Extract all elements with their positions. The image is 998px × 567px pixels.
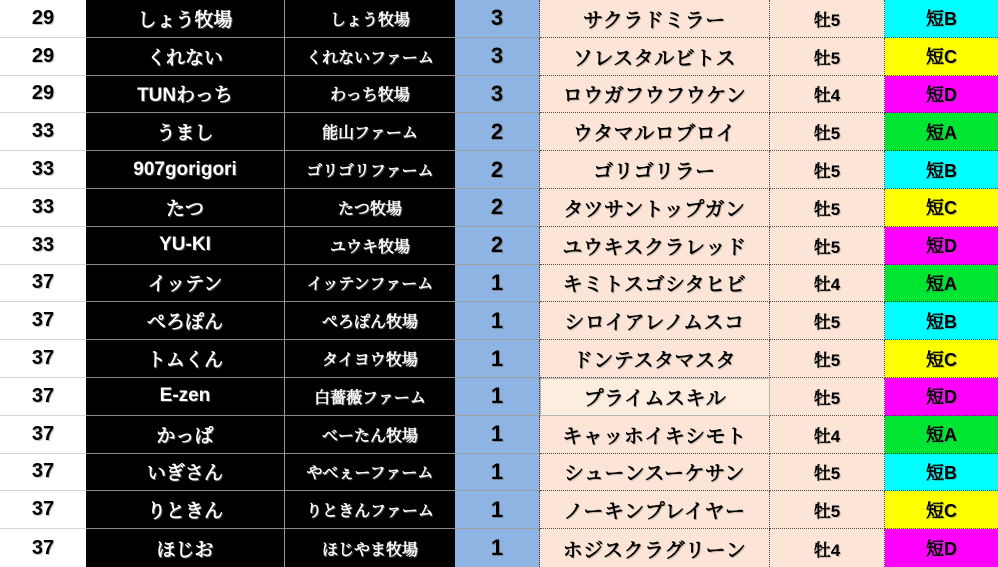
count-cell[interactable]: 2: [455, 189, 540, 227]
grade-cell[interactable]: 短B: [885, 454, 998, 492]
rank-cell[interactable]: 37: [0, 454, 86, 492]
count-cell[interactable]: 1: [455, 302, 540, 340]
grade-cell[interactable]: 短D: [885, 378, 998, 416]
farm-cell[interactable]: わっち牧場: [285, 76, 455, 114]
table-row: [0, 265, 998, 303]
horse-cell[interactable]: サクラドミラー: [540, 0, 770, 38]
owner-cell[interactable]: E-zen: [86, 378, 285, 416]
sex-age-cell[interactable]: 牡5: [770, 302, 885, 340]
grade-cell[interactable]: 短D: [885, 529, 998, 567]
rank-cell[interactable]: 37: [0, 491, 86, 529]
farm-cell[interactable]: イッテンファーム: [285, 265, 455, 303]
owner-cell[interactable]: ぺろぽん: [86, 302, 285, 340]
sex-age-cell[interactable]: 牡5: [770, 378, 885, 416]
owner-cell[interactable]: うまし: [86, 113, 285, 151]
sex-age-cell[interactable]: 牡5: [770, 454, 885, 492]
table-row: [0, 454, 998, 492]
farm-cell[interactable]: やべぇーファーム: [285, 454, 455, 492]
rank-cell[interactable]: 33: [0, 189, 86, 227]
horse-cell[interactable]: ノーキンプレイヤー: [540, 491, 770, 529]
farm-cell[interactable]: しょう牧場: [285, 0, 455, 38]
rank-cell[interactable]: 37: [0, 340, 86, 378]
rank-cell[interactable]: 37: [0, 529, 86, 567]
grade-cell[interactable]: 短A: [885, 113, 998, 151]
farm-cell[interactable]: ユウキ牧場: [285, 227, 455, 265]
count-cell[interactable]: 1: [455, 454, 540, 492]
horse-cell[interactable]: ロウガフウフウケン: [540, 76, 770, 114]
sex-age-cell[interactable]: 牡5: [770, 227, 885, 265]
table-row: [0, 38, 998, 76]
horse-cell[interactable]: ドンテスタマスタ: [540, 340, 770, 378]
table-row: [0, 151, 998, 189]
table-row: [0, 0, 998, 38]
rank-cell[interactable]: 37: [0, 265, 86, 303]
sex-age-cell[interactable]: 牡5: [770, 113, 885, 151]
owner-cell[interactable]: ほじお: [86, 529, 285, 567]
sex-age-cell[interactable]: 牡4: [770, 76, 885, 114]
owner-cell[interactable]: いぎさん: [86, 454, 285, 492]
horse-cell[interactable]: ソレスタルビトス: [540, 38, 770, 76]
farm-cell[interactable]: 能山ファーム: [285, 113, 455, 151]
sex-age-cell[interactable]: 牡5: [770, 491, 885, 529]
grade-cell[interactable]: 短C: [885, 189, 998, 227]
table-row: [0, 416, 998, 454]
owner-cell[interactable]: くれない: [86, 38, 285, 76]
count-cell[interactable]: 2: [455, 227, 540, 265]
horse-cell[interactable]: キャッホイキシモト: [540, 416, 770, 454]
rank-cell[interactable]: 29: [0, 76, 86, 114]
count-cell[interactable]: 3: [455, 38, 540, 76]
rank-cell[interactable]: 37: [0, 302, 86, 340]
count-cell[interactable]: 3: [455, 0, 540, 38]
grade-cell[interactable]: 短B: [885, 0, 998, 38]
grade-cell[interactable]: 短C: [885, 38, 998, 76]
table-row: [0, 491, 998, 529]
horse-cell[interactable]: ユウキスクラレッド: [540, 227, 770, 265]
owner-cell[interactable]: しょう牧場: [86, 0, 285, 38]
grade-cell[interactable]: 短C: [885, 340, 998, 378]
table-row: [0, 113, 998, 151]
count-cell[interactable]: 1: [455, 378, 540, 416]
grade-cell[interactable]: 短B: [885, 151, 998, 189]
table-row: [0, 189, 998, 227]
owner-cell[interactable]: イッテン: [86, 265, 285, 303]
table-row: [0, 340, 998, 378]
grade-cell[interactable]: 短C: [885, 491, 998, 529]
table-row: [0, 227, 998, 265]
farm-cell[interactable]: たつ牧場: [285, 189, 455, 227]
horse-cell[interactable]: プライムスキル: [540, 378, 770, 416]
farm-cell[interactable]: タイヨウ牧場: [285, 340, 455, 378]
grade-cell[interactable]: 短A: [885, 416, 998, 454]
farm-cell[interactable]: ゴリゴリファーム: [285, 151, 455, 189]
owner-cell[interactable]: トムくん: [86, 340, 285, 378]
farm-cell[interactable]: ほじやま牧場: [285, 529, 455, 567]
owner-cell[interactable]: 907gorigori: [86, 151, 285, 189]
table-row: [0, 378, 998, 416]
count-cell[interactable]: 1: [455, 340, 540, 378]
horse-cell[interactable]: シューンスーケサン: [540, 454, 770, 492]
sex-age-cell[interactable]: 牡5: [770, 38, 885, 76]
count-cell[interactable]: 3: [455, 76, 540, 114]
rank-cell[interactable]: 29: [0, 0, 86, 38]
sex-age-cell[interactable]: 牡4: [770, 529, 885, 567]
count-cell[interactable]: 2: [455, 151, 540, 189]
rank-cell[interactable]: 33: [0, 227, 86, 265]
owner-cell[interactable]: TUNわっち: [86, 76, 285, 114]
count-cell[interactable]: 1: [455, 529, 540, 567]
grade-cell[interactable]: 短A: [885, 265, 998, 303]
table-row: [0, 76, 998, 114]
sex-age-cell[interactable]: 牡4: [770, 265, 885, 303]
horse-cell[interactable]: ゴリゴリラー: [540, 151, 770, 189]
sex-age-cell[interactable]: 牡4: [770, 416, 885, 454]
table-row: [0, 302, 998, 340]
grade-cell[interactable]: 短D: [885, 227, 998, 265]
rank-cell[interactable]: 33: [0, 151, 86, 189]
owner-cell[interactable]: YU-KI: [86, 227, 285, 265]
owner-cell[interactable]: たつ: [86, 189, 285, 227]
farm-cell[interactable]: べーたん牧場: [285, 416, 455, 454]
sex-age-cell[interactable]: 牡5: [770, 189, 885, 227]
owner-cell[interactable]: りときん: [86, 491, 285, 529]
sex-age-cell[interactable]: 牡5: [770, 340, 885, 378]
farm-cell[interactable]: 白薔薇ファーム: [285, 378, 455, 416]
table-row: [0, 529, 998, 567]
sex-age-cell[interactable]: 牡5: [770, 151, 885, 189]
count-cell[interactable]: 1: [455, 491, 540, 529]
sex-age-cell[interactable]: 牡5: [770, 0, 885, 38]
farm-cell[interactable]: りときんファーム: [285, 491, 455, 529]
count-cell[interactable]: 1: [455, 265, 540, 303]
rank-cell[interactable]: 29: [0, 38, 86, 76]
rank-cell[interactable]: 37: [0, 378, 86, 416]
horse-cell[interactable]: シロイアレノムスコ: [540, 302, 770, 340]
horse-cell[interactable]: ウタマルロブロイ: [540, 113, 770, 151]
grade-cell[interactable]: 短D: [885, 76, 998, 114]
count-cell[interactable]: 2: [455, 113, 540, 151]
rank-cell[interactable]: 37: [0, 416, 86, 454]
horse-cell[interactable]: タツサントップガン: [540, 189, 770, 227]
horse-cell[interactable]: キミトスゴシタヒビ: [540, 265, 770, 303]
rank-cell[interactable]: 33: [0, 113, 86, 151]
count-cell[interactable]: 1: [455, 416, 540, 454]
grade-cell[interactable]: 短B: [885, 302, 998, 340]
horse-cell[interactable]: ホジスクラグリーン: [540, 529, 770, 567]
farm-cell[interactable]: くれないファーム: [285, 38, 455, 76]
owner-cell[interactable]: かっぱ: [86, 416, 285, 454]
farm-cell[interactable]: ぺろぽん牧場: [285, 302, 455, 340]
